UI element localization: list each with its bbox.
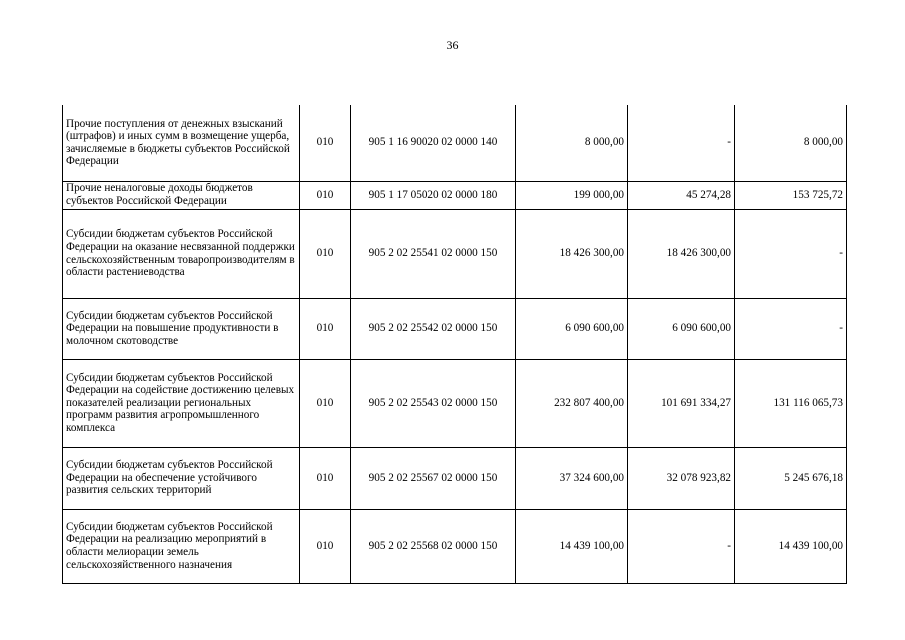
executed-amount-cell: 6 090 600,00	[628, 298, 735, 359]
table-row	[63, 447, 847, 509]
approved-amount-cell: 6 090 600,00	[516, 298, 628, 359]
income-name-cell: Субсидии бюджетам субъектов Российской Федерации на содействие достижению целевых показателей реализации региональных программ развития агропромышленного комплекса	[63, 359, 300, 447]
budget-classification-code-cell: 905 1 16 90020 02 0000 140	[351, 105, 516, 181]
executed-amount-cell: 18 426 300,00	[628, 209, 735, 298]
income-name-cell: Субсидии бюджетам субъектов Российской Федерации на повышение продуктивности в молочном скотоводстве	[63, 298, 300, 359]
income-name-cell: Прочие поступления от денежных взысканий (штрафов) и иных сумм в возмещение ущерба, зачисляемые в бюджеты субъектов Российской Федерации	[63, 105, 300, 181]
budget-classification-code-cell: 905 1 17 05020 02 0000 180	[351, 181, 516, 209]
budget-classification-code-cell: 905 2 02 25567 02 0000 150	[351, 447, 516, 509]
budget-classification-code-cell: 905 2 02 25542 02 0000 150	[351, 298, 516, 359]
approved-amount-cell: 18 426 300,00	[516, 209, 628, 298]
income-name-cell: Субсидии бюджетам субъектов Российской Федерации на реализацию мероприятий в области мелиорации земель сельскохозяйственного назначения	[63, 509, 300, 583]
table-row	[63, 209, 847, 298]
unexecuted-amount-cell: -	[735, 209, 847, 298]
line-code-cell: 010	[300, 509, 351, 583]
unexecuted-amount-cell: 131 116 065,73	[735, 359, 847, 447]
line-code-cell: 010	[300, 298, 351, 359]
budget-classification-code-cell: 905 2 02 25568 02 0000 150	[351, 509, 516, 583]
table-row	[63, 359, 847, 447]
line-code-cell: 010	[300, 181, 351, 209]
unexecuted-amount-cell: 14 439 100,00	[735, 509, 847, 583]
budget-income-table	[62, 105, 847, 584]
budget-classification-code-cell: 905 2 02 25541 02 0000 150	[351, 209, 516, 298]
unexecuted-amount-cell: -	[735, 298, 847, 359]
approved-amount-cell: 232 807 400,00	[516, 359, 628, 447]
line-code-cell: 010	[300, 105, 351, 181]
line-code-cell: 010	[300, 209, 351, 298]
income-name-cell: Субсидии бюджетам субъектов Российской Федерации на оказание несвязанной поддержки сельскохозяйственным товаропроизводителям в области растениеводства	[63, 209, 300, 298]
income-name-cell: Субсидии бюджетам субъектов Российской Федерации на обеспечение устойчивого развития сельских территорий	[63, 447, 300, 509]
approved-amount-cell: 37 324 600,00	[516, 447, 628, 509]
executed-amount-cell: -	[628, 509, 735, 583]
unexecuted-amount-cell: 153 725,72	[735, 181, 847, 209]
unexecuted-amount-cell: 8 000,00	[735, 105, 847, 181]
line-code-cell: 010	[300, 359, 351, 447]
executed-amount-cell: 32 078 923,82	[628, 447, 735, 509]
approved-amount-cell: 8 000,00	[516, 105, 628, 181]
table-row	[63, 298, 847, 359]
income-name-cell: Прочие неналоговые доходы бюджетов субъектов Российской Федерации	[63, 181, 300, 209]
table-row	[63, 509, 847, 583]
page-number: 36	[446, 38, 459, 52]
approved-amount-cell: 14 439 100,00	[516, 509, 628, 583]
line-code-cell: 010	[300, 447, 351, 509]
table-row	[63, 181, 847, 209]
executed-amount-cell: 45 274,28	[628, 181, 735, 209]
approved-amount-cell: 199 000,00	[516, 181, 628, 209]
table-row	[63, 105, 847, 181]
executed-amount-cell: -	[628, 105, 735, 181]
unexecuted-amount-cell: 5 245 676,18	[735, 447, 847, 509]
budget-classification-code-cell: 905 2 02 25543 02 0000 150	[351, 359, 516, 447]
executed-amount-cell: 101 691 334,27	[628, 359, 735, 447]
